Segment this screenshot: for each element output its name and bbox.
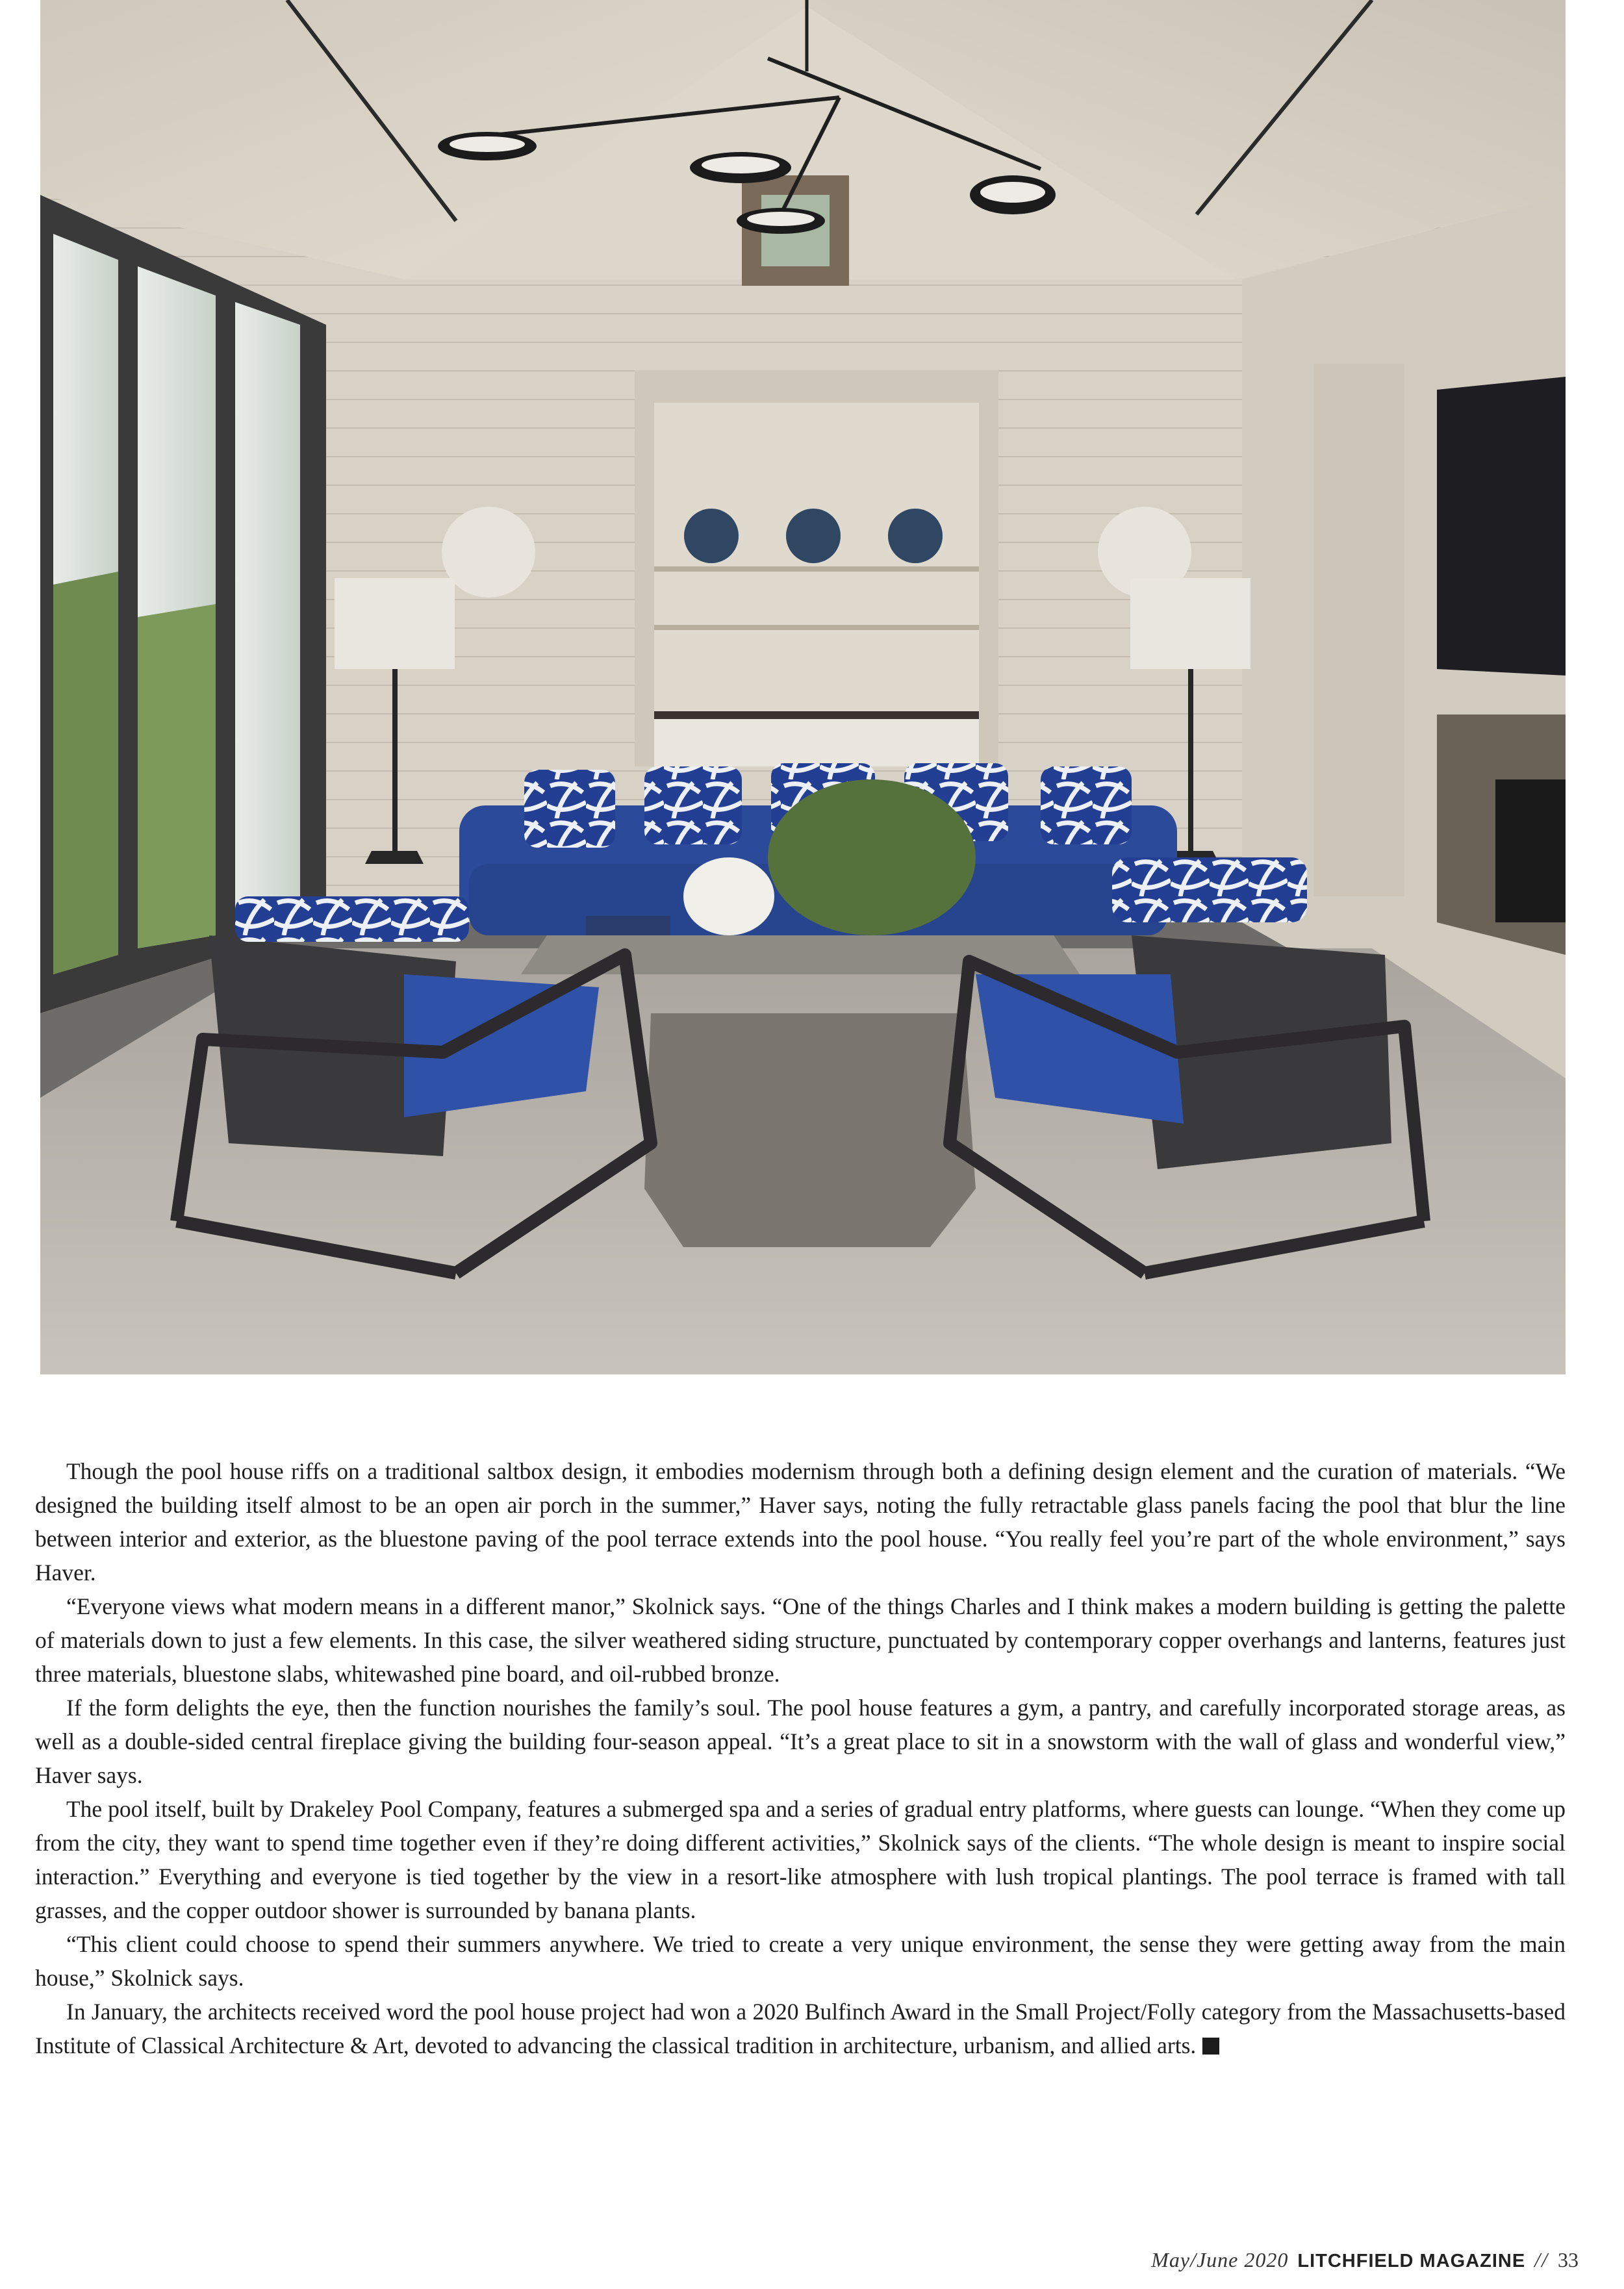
interior-photo [40,0,1566,1374]
article-paragraph: “Everyone views what modern means in a different manor,” Skolnick says. “One of the things Charles and I think makes a modern building is getting the palette of materials down to just a few elements. In this case, the silver weathered siding structure, punctuated by contemporary copper overhangs and lanterns, features just three materials, bluestone slabs, whitewashed pine board, and oil-rubbed bronze. [35,1593,1566,1687]
article-paragraph-final [35,1995,1566,2062]
pool-house-illustration [40,0,1566,1374]
issue-date: May/June 2020 [1151,2248,1289,2271]
footer-separator: // [1534,2248,1549,2271]
article-paragraph-final-text: In January, the architects received word the pool house project had won a 2020 Bulfinch Award in the Small Project/Folly category from the Massachusetts-based Institute of Classical Architecture & Art, devoted to advancing the classical tradition in architecture, urbanism, and allied arts. [35,1999,1566,2058]
page-footer [1151,2248,1579,2278]
article-body [35,1454,1566,2062]
article-paragraph: The pool itself, built by Drakeley Pool Company, features a submerged spa and a series of gradual entry platforms, where guests can lounge. “When they come up from the city, they want to spend time together even if they’re doing different activities,” Skolnick says of the clients. “The whole design is meant to inspire social interaction.” Everything and everyone is tied together by the view in a resort-like atmosphere with lush tropical plantings. The pool terrace is framed with tall grasses, and the copper outdoor shower is surrounded by banana plants. [35,1796,1566,1923]
article-paragraph: Though the pool house riffs on a traditional saltbox design, it embodies modernism through both a defining design element and the curation of materials. “We designed the building itself almost to be an open air porch in the summer,” Haver says, noting the fully retractable glass panels facing the pool that blur the line between interior and exterior, as the bluestone paving of the pool terrace extends into the pool house. “You really feel you’re part of the whole environment,” says Haver. [35,1458,1566,1586]
end-mark-icon [1202,2038,1219,2055]
magazine-name: LITCHFIELD MAGAZINE [1297,2251,1526,2271]
article-paragraph: If the form delights the eye, then the function nourishes the family’s soul. The pool house features a gym, a pantry, and carefully incorporated storage areas, as well as a double-sided central fireplace giving the building four-season appeal. “It’s a great place to sit in a snowstorm with the wall of glass and wonderful view,” Haver says. [35,1695,1566,1788]
page-number: 33 [1558,2248,1579,2271]
article-paragraph: “This client could choose to spend their summers anywhere. We tried to create a very unique environment, the sense they were getting away from the main house,” Skolnick says. [35,1931,1566,1991]
